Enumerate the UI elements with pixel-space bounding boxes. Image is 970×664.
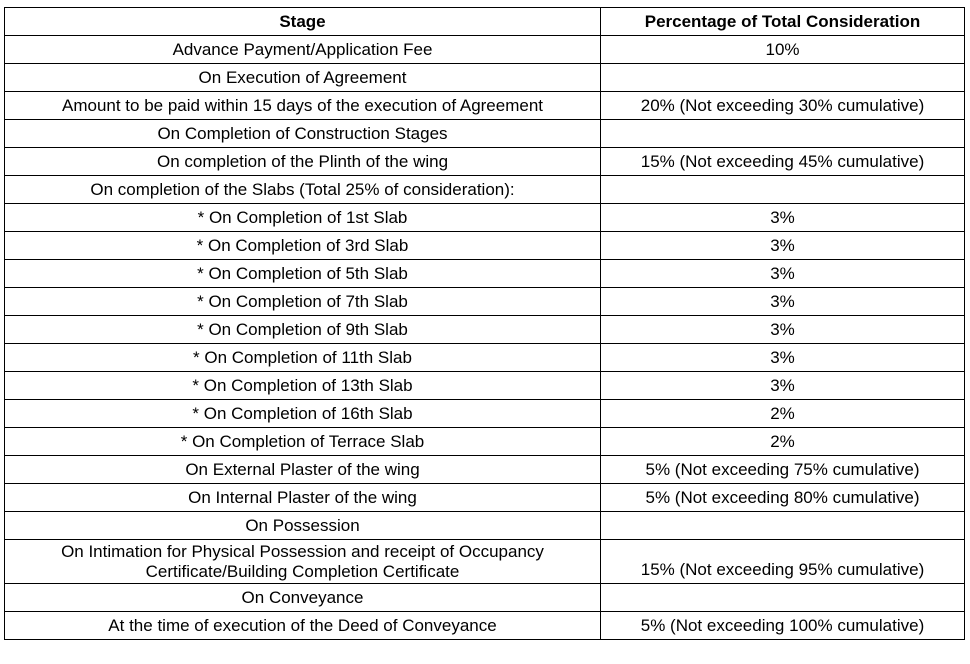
stage-cell: * On Completion of 5th Slab [5, 260, 601, 288]
stage-cell: * On Completion of 9th Slab [5, 316, 601, 344]
stage-cell: On External Plaster of the wing [5, 456, 601, 484]
stage-cell: * On Completion of 13th Slab [5, 372, 601, 400]
table-row [5, 316, 965, 344]
percentage-cell: 3% [601, 316, 965, 344]
table-row [5, 120, 965, 148]
stage-cell: On Possession [5, 512, 601, 540]
percentage-cell: 5% (Not exceeding 75% cumulative) [601, 456, 965, 484]
stage-cell: * On Completion of 7th Slab [5, 288, 601, 316]
table-row [5, 260, 965, 288]
table-row [5, 148, 965, 176]
stage-cell: On completion of the Slabs (Total 25% of consideration): [5, 176, 601, 204]
percentage-cell [601, 176, 965, 204]
stage-cell: At the time of execution of the Deed of Conveyance [5, 612, 601, 640]
percentage-column-header: Percentage of Total Consideration [601, 8, 965, 36]
stage-cell: * On Completion of 1st Slab [5, 204, 601, 232]
percentage-cell: 15% (Not exceeding 95% cumulative) [601, 540, 965, 584]
table-header-row [5, 8, 965, 36]
percentage-cell: 3% [601, 288, 965, 316]
stage-cell: * On Completion of Terrace Slab [5, 428, 601, 456]
stage-cell: * On Completion of 16th Slab [5, 400, 601, 428]
stage-cell: On Internal Plaster of the wing [5, 484, 601, 512]
percentage-cell [601, 512, 965, 540]
table-row [5, 512, 965, 540]
table-row [5, 484, 965, 512]
stage-cell: On completion of the Plinth of the wing [5, 148, 601, 176]
percentage-cell: 3% [601, 344, 965, 372]
stage-cell: Amount to be paid within 15 days of the execution of Agreement [5, 92, 601, 120]
table-row [5, 204, 965, 232]
percentage-cell [601, 584, 965, 612]
percentage-cell: 3% [601, 204, 965, 232]
table-row [5, 344, 965, 372]
percentage-cell: 3% [601, 372, 965, 400]
table-row [5, 92, 965, 120]
stage-cell: On Completion of Construction Stages [5, 120, 601, 148]
table-row [5, 372, 965, 400]
percentage-cell: 3% [601, 260, 965, 288]
table-row [5, 612, 965, 640]
stage-cell: * On Completion of 3rd Slab [5, 232, 601, 260]
table-row [5, 232, 965, 260]
percentage-cell: 10% [601, 36, 965, 64]
table-row [5, 36, 965, 64]
stage-cell: Advance Payment/Application Fee [5, 36, 601, 64]
table-row [5, 540, 965, 584]
percentage-cell: 2% [601, 428, 965, 456]
table-row [5, 584, 965, 612]
percentage-cell: 3% [601, 232, 965, 260]
stage-cell: On Execution of Agreement [5, 64, 601, 92]
percentage-cell: 20% (Not exceeding 30% cumulative) [601, 92, 965, 120]
payment-schedule-table [4, 7, 965, 640]
table-row [5, 288, 965, 316]
table-row [5, 400, 965, 428]
stage-cell: On Conveyance [5, 584, 601, 612]
percentage-cell: 5% (Not exceeding 100% cumulative) [601, 612, 965, 640]
table-row [5, 428, 965, 456]
stage-column-header: Stage [5, 8, 601, 36]
table-row [5, 64, 965, 92]
table-row [5, 456, 965, 484]
stage-cell: * On Completion of 11th Slab [5, 344, 601, 372]
percentage-cell: 5% (Not exceeding 80% cumulative) [601, 484, 965, 512]
table-row [5, 176, 965, 204]
percentage-cell: 15% (Not exceeding 45% cumulative) [601, 148, 965, 176]
percentage-cell [601, 64, 965, 92]
stage-cell: On Intimation for Physical Possession and receipt of Occupancy Certificate/Building Completion Certificate [5, 540, 601, 584]
percentage-cell [601, 120, 965, 148]
percentage-cell: 2% [601, 400, 965, 428]
